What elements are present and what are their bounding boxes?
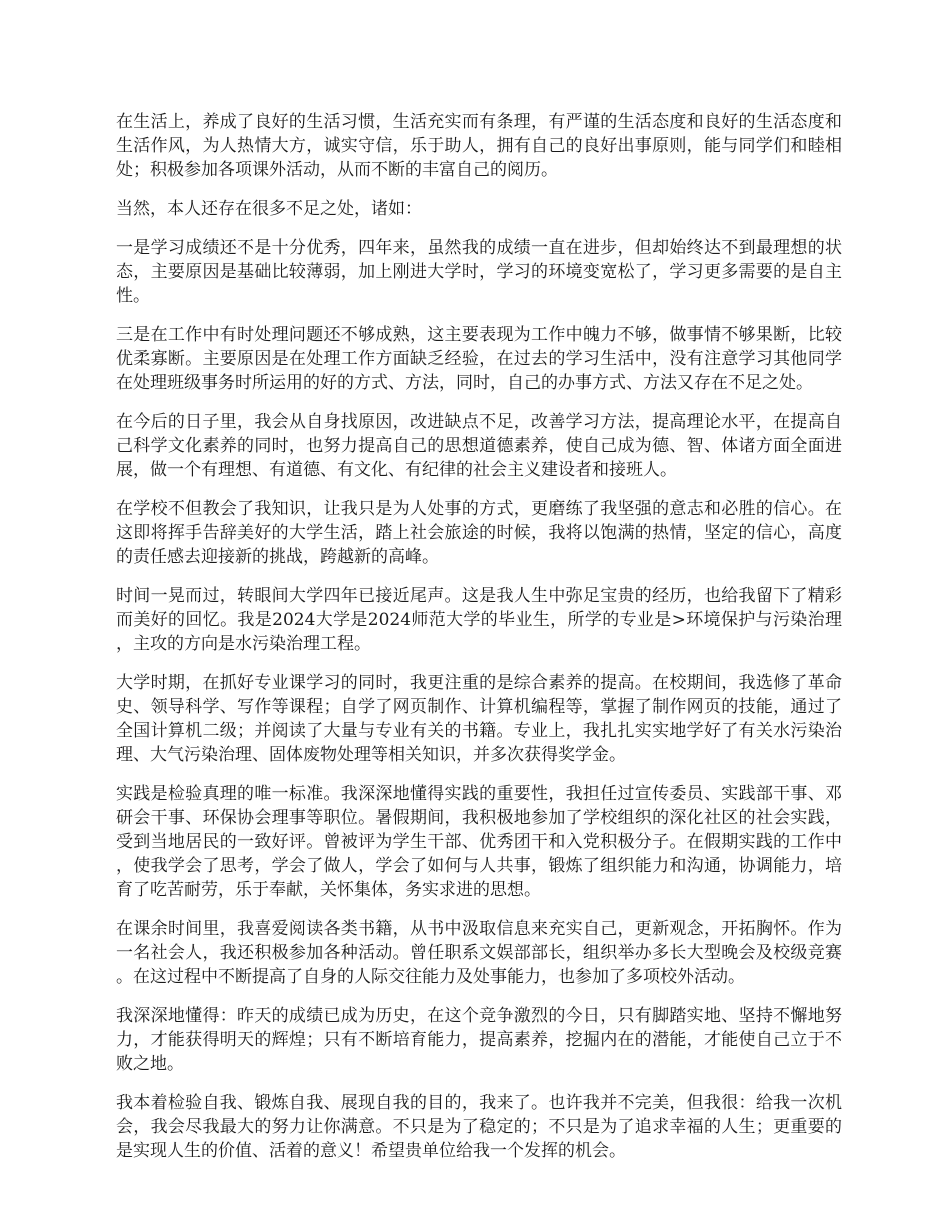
paragraph-future-plans: 在今后的日子里，我会从自身找原因，改进缺点不足，改善学习方法，提高理论水平，在提高自己科学文化素养的同时，也努力提高自己的思想道德素养，使自己成为德、智、体诸方面全面进展，做一个有理想、有道德、有文化、有纪律的社会主义建设者和接班人。 — [116, 412, 842, 480]
paragraph-university-studies: 大学时期，在抓好专业课学习的同时，我更注重的是综合素养的提高。在校期间，我选修了革命史、领导科学、写作等课程；自学了网页制作、计算机编程等，掌握了制作网页的技能，通过了全国计算机二级；并阅读了大量与专业有关的书籍。专业上，我扎扎实实地学好了有关水污染治理、大气污染治理、固体废物处理等相关知识，并多次获得奖学金。 — [116, 673, 842, 765]
paragraph-shortcoming-work: 三是在工作中有时处理问题还不够成熟，这主要表现为工作中魄力不够，做事情不够果断，比较优柔寡断。主要原因是在处理工作方面缺乏经验，在过去的学习生活中，没有注意学习其他同学在处理班级事务时所运用的好的方式、方法，同时，自己的办事方式、方法又存在不足之处。 — [116, 325, 842, 393]
paragraph-living-habits: 在生活上，养成了良好的生活习惯，生活充实而有条理，有严谨的生活态度和良好的生活态度和生活作风，为人热情大方，诚实守信，乐于助人，拥有自己的良好出事原则，能与同学们和睦相处；积极参加各项课外活动，从而不断的丰富自己的阅历。 — [116, 112, 842, 180]
paragraph-graduation-intro: 时间一晃而过，转眼间大学四年已接近尾声。这是我人生中弥足宝贵的经历，也给我留下了精彩而美好的回忆。我是2024大学是2024师范大学的毕业生，所学的专业是>环境保护与污染治理，主攻的方向是水污染治理工程。 — [116, 586, 842, 654]
paragraph-closing: 我本着检验自我、锻炼自我、展现自我的目的，我来了。也许我并不完美，但我很：给我一次机会，我会尽我最大的努力让你满意。不只是为了稳定的；不只是为了追求幸福的人生；更重要的是实现人生的价值、活着的意义！希望贵单位给我一个发挥的机会。 — [116, 1093, 842, 1161]
paragraph-shortcomings-intro: 当然，本人还存在很多不足之处，诸如： — [116, 199, 422, 219]
paragraph-extracurricular: 在课余时间里，我喜爱阅读各类书籍，从书中汲取信息来充实自己，更新观念，开拓胸怀。作为一名社会人，我还积极参加各种活动。曾任职系文娱部部长，组织举办多长大型晚会及校级竞赛。在这过程中不断提高了自身的人际交往能力及处事能力，也参加了多项校外活动。 — [116, 919, 842, 987]
paragraph-practice: 实践是检验真理的唯一标准。我深深地懂得实践的重要性，我担任过宣传委员、实践部干事、邓研会干事、环保协会理事等职位。暑假期间，我积极地参加了学校组织的深化社区的社会实践，受到当地居民的一致好评。曾被评为学生干部、优秀团干和入党积极分子。在假期实践的工作中，使我学会了思考，学会了做人，学会了如何与人共事，锻炼了组织能力和沟通，协调能力，培育了吃苦耐劳，乐于奉献，关怀集体，务实求进的思想。 — [116, 784, 842, 900]
paragraph-school-gratitude: 在学校不但教会了我知识，让我只是为人处事的方式，更磨练了我坚强的意志和必胜的信心。在这即将挥手告辞美好的大学生活，踏上社会旅途的时候，我将以饱满的热情，坚定的信心，高度的责任感去迎接新的挑战，跨越新的高峰。 — [116, 499, 842, 567]
document-body — [116, 110, 842, 1178]
paragraph-shortcoming-grades: 一是学习成绩还不是十分优秀，四年来，虽然我的成绩一直在进步，但却始终达不到最理想的状态，主要原因是基础比较薄弱，加上刚进大学时，学习的环境变宽松了，学习更多需要的是自主性。 — [116, 238, 842, 306]
paragraph-understanding: 我深深地懂得：昨天的成绩已成为历史，在这个竞争激烈的今日，只有脚踏实地、坚持不懈地努力，才能获得明天的辉煌；只有不断培育能力，提高素养，挖掘内在的潜能，才能使自己立于不败之地。 — [116, 1006, 842, 1074]
